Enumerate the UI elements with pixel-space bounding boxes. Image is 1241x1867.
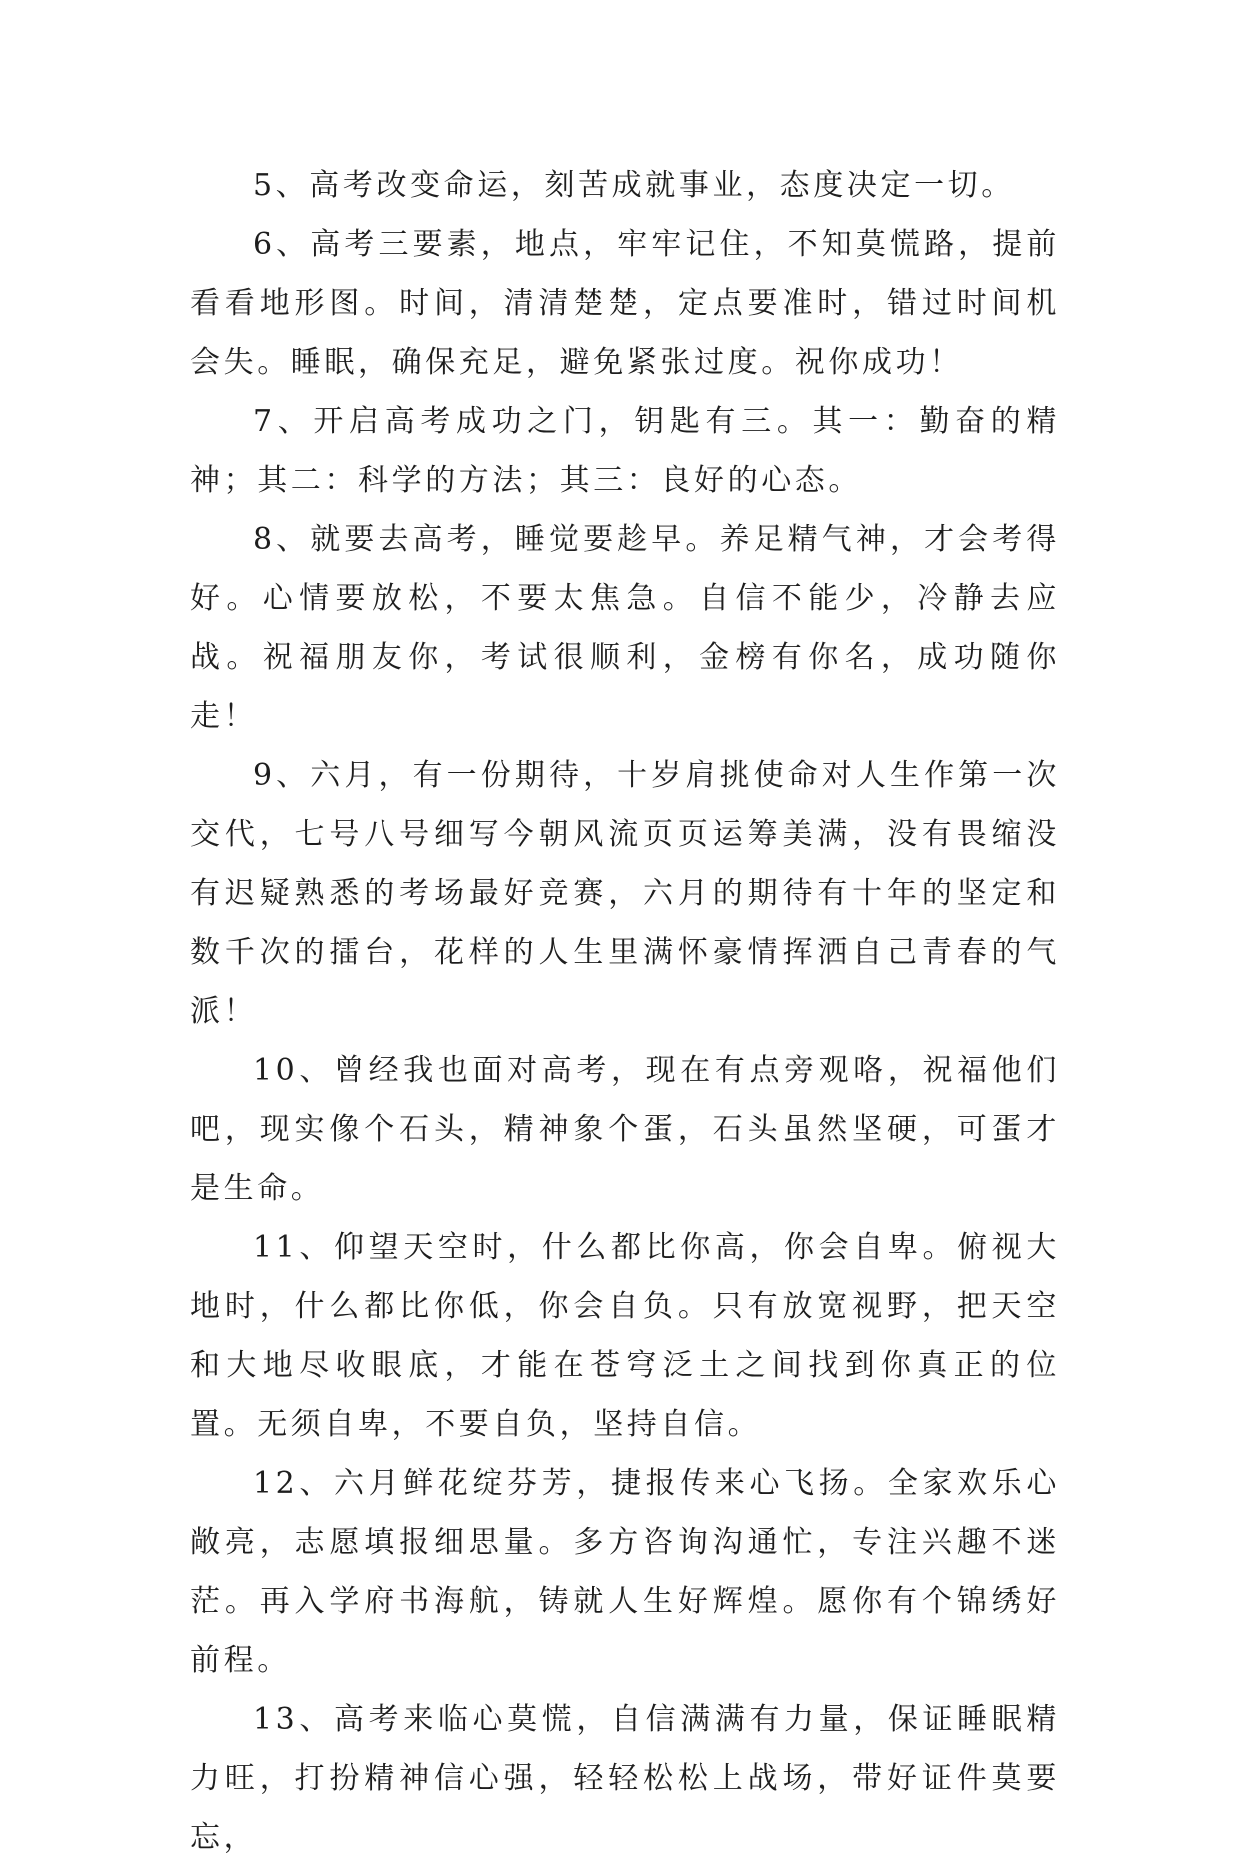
paragraph-5: 5、高考改变命运，刻苦成就事业，态度决定一切。	[253, 168, 1015, 203]
paragraph-9: 9、六月，有一份期待，十岁肩挑使命对人生作第一次交代，七号八号细写今朝风流页页运筹美满，没有畏缩没有迟疑熟悉的考场最好竞赛，六月的期待有十年的坚定和数千次的擂台，花样的人生里满怀豪情挥洒自己青春的气派！	[190, 758, 1060, 1029]
paragraph-6: 6、高考三要素，地点，牢牢记住，不知莫慌路，提前看看地形图。时间，清清楚楚，定点要准时，错过时间机会失。睡眠，确保充足，避免紧张过度。祝你成功！	[190, 227, 1060, 380]
document-body	[190, 156, 1060, 1867]
paragraph-8: 8、就要去高考，睡觉要趁早。养足精气神，才会考得好。心情要放松，不要太焦急。自信不能少，冷静去应战。祝福朋友你，考试很顺利，金榜有你名，成功随你走！	[190, 522, 1060, 734]
paragraph-7: 7、开启高考成功之门，钥匙有三。其一：勤奋的精神；其二：科学的方法；其三：良好的心态。	[190, 404, 1060, 498]
paragraph-10: 10、曾经我也面对高考，现在有点旁观咯，祝福他们吧，现实像个石头，精神象个蛋，石头虽然坚硬，可蛋才是生命。	[190, 1053, 1060, 1206]
paragraph-12: 12、六月鲜花绽芬芳，捷报传来心飞扬。全家欢乐心敞亮，志愿填报细思量。多方咨询沟通忙，专注兴趣不迷茫。再入学府书海航，铸就人生好辉煌。愿你有个锦绣好前程。	[190, 1466, 1060, 1678]
paragraph-13: 13、高考来临心莫慌，自信满满有力量，保证睡眠精力旺，打扮精神信心强，轻轻松松上战场，带好证件莫要忘，	[190, 1702, 1060, 1855]
paragraph-11: 11、仰望天空时，什么都比你高，你会自卑。俯视大地时，什么都比你低，你会自负。只有放宽视野，把天空和大地尽收眼底，才能在苍穹泛土之间找到你真正的位置。无须自卑，不要自负，坚持自信。	[190, 1230, 1060, 1442]
